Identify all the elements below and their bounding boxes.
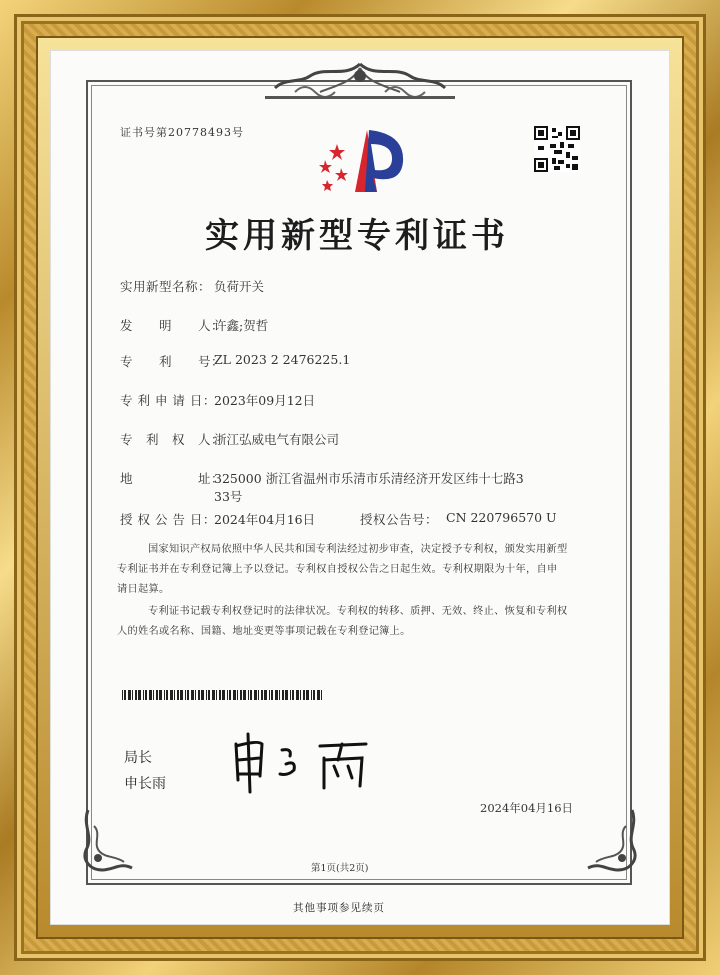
qr-code-icon — [534, 126, 580, 172]
address-label: 地 址： — [120, 471, 225, 486]
filing-date-value: 2023年09月12日 — [214, 393, 316, 408]
corner-ornament-icon — [80, 806, 136, 876]
director-name: 申长雨 — [124, 776, 166, 792]
grant-date-value: 2024年04月16日 — [214, 512, 316, 527]
inventor-value: 许鑫;贺哲 — [214, 318, 269, 333]
page-number: 第1页(共2页) — [311, 863, 369, 874]
name-value: 负荷开关 — [214, 279, 265, 294]
address-value-line2: 33号 — [214, 489, 243, 504]
address-value-line1: 325000 浙江省温州市乐清市乐清经济开发区纬十七路3 — [214, 471, 524, 486]
paragraph-1-line-1: 国家知识产权局依照中华人民共和国专利法经过初步审查，决定授予专利权，颁发实用新型 — [148, 544, 568, 555]
inventor-label: 发 明 人： — [120, 318, 225, 333]
patentee-value: 浙江弘威电气有限公司 — [214, 432, 340, 447]
paragraph-1-line-3: 请日起算。 — [117, 584, 170, 595]
patent-number-label: 专 利 号： — [120, 354, 225, 369]
name-label: 实用新型名称： — [120, 279, 212, 294]
certificate-title: 实用新型专利证书 — [205, 216, 509, 256]
paragraph-2-line-1: 专利证书记载专利权登记时的法律状况。专利权的转移、质押、无效、终止、恢复和专利权 — [148, 606, 568, 617]
director-title: 局长 — [124, 750, 152, 766]
patent-number-value: ZL 2023 2 2476225.1 — [214, 352, 351, 367]
paragraph-1-line-2: 专利证书并在专利登记簿上予以登记。专利权自授权公告之日起生效。专利权期限为十年，自申 — [117, 564, 558, 575]
patentee-label: 专 利 权 人： — [120, 432, 225, 447]
filing-date-label: 专 利 申 请 日： — [120, 393, 216, 408]
sign-date: 2024年04月16日 — [480, 801, 574, 815]
cnipa-logo-icon — [315, 122, 410, 200]
certificate-number: 证书号第20778493号 — [120, 126, 244, 139]
top-ornament-icon — [265, 58, 455, 102]
grant-number-label: 授权公告号： — [360, 512, 439, 527]
grant-date-label: 授 权 公 告 日： — [120, 512, 216, 527]
corner-ornament-icon — [584, 806, 640, 876]
paragraph-2-line-2: 人的姓名或名称、国籍、地址变更等事项记载在专利登记簿上。 — [117, 626, 411, 637]
barcode-icon — [122, 690, 322, 700]
grant-number-value: CN 220796570 U — [446, 510, 557, 525]
footer-note: 其他事项参见续页 — [293, 902, 385, 914]
handwritten-signature — [228, 730, 378, 796]
